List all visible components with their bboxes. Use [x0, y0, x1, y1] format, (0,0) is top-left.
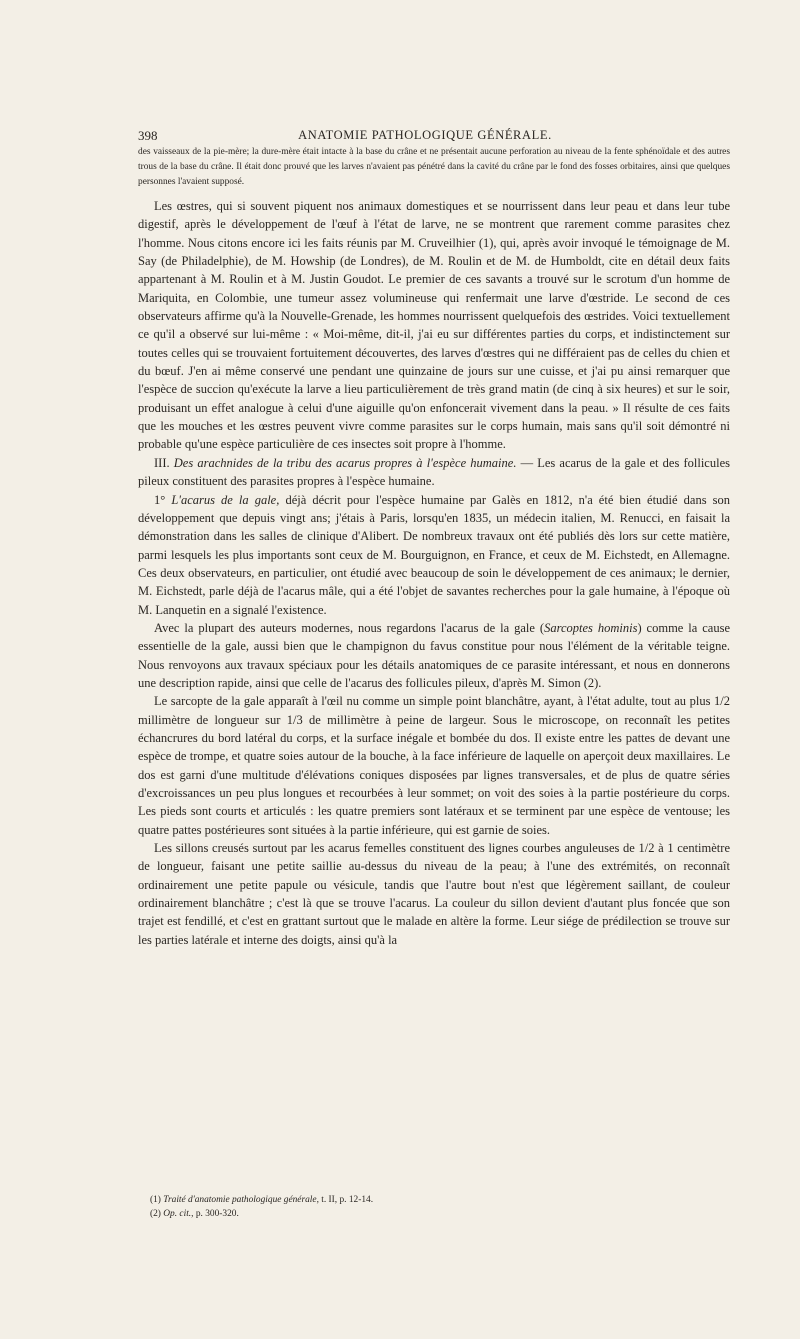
paragraph-text: Avec la plupart des auteurs modernes, nous regardons l'acarus de la gale ( [154, 620, 545, 635]
paragraph-text: déjà décrit pour l'espèce humaine par Galès en 1812, n'a été bien étudié dans son développement que depuis vingt ans; j'étais à Paris, lorsqu'en 1835, un médecin italien, M. Renucci, en faisait la démonstration dans les salles de clinique d'Alibert. De nombreux travaux ont été publiés dès lors sur cette matière, parmi lesquels les plus importants sont ceux de M. Bourguignon, en France, et ceux de M. Eichstedt, en Allemagne. Ces deux observateurs, en particulier, ont étudié avec beaucoup de soin le développement de ces animaux; le dernier, M. Eichstedt, parle déjà de l'acarus mâle, qui a été l'objet de savantes recherches pour la gale humaine, à l'époque où M. Lanquetin en a signalé l'existence. [138, 492, 731, 617]
paragraph-sarcopte: Le sarcopte de la gale apparaît à l'œil nu comme un simple point blanchâtre, ayant, à l'état adulte, tout au plus 1/2 millimètre de longueur sur 1/3 de millimètre à peine de largeur. Sous le microscope, on reconnaît les petites échancrures du bord latéral du corps, et la surface inégale et bombée du dos. Il existe entre les pattes de devant une espèce de trompe, et quatre soies autour de la bouche, à la face inférieure de laquelle on aperçoit deux maxillaires. Le dos est garni d'une multitude d'élévations coniques disposées par lignes transversales, et de plus de quatre séries d'excroissances un peu plus longues et recourbées à leur sommet; on voit des soies à la partie postérieure du corps. Les pieds sont courts et articulés : les quatre premiers sont latéraux et se terminent par une espèce de ventouse; les quatre pattes postérieures sont situées à la partie inférieure, qui est garnie de soies. [138, 694, 730, 837]
page-header [138, 128, 712, 146]
paragraph-auteurs-modernes [138, 619, 730, 692]
footnote-marker: (1) [150, 1195, 164, 1205]
species-name: Sarcoptes hominis [544, 620, 638, 635]
main-text [138, 197, 730, 949]
section-title: Des arachnides de la tribu des acarus propres à l'espèce humaine. [173, 455, 517, 470]
footnote-text: t. II, p. 12-14. [318, 1195, 374, 1205]
footnote-title: Traité d'anatomie pathologique générale, [163, 1195, 319, 1205]
footnotes [150, 1193, 730, 1221]
continued-footnote: des vaisseaux de la pie-mère; la dure-mère était intacte à la base du crâne et ne présentait aucune perforation au niveau de la fente sphénoïdale et des autres trous de la base du crâne. Il était donc prouvé que les larves n'avaient pas pénétré dans la cavité du crâne par le fond des fosses orbitaires, ainsi que quelques personnes l'avaient supposé. [138, 147, 730, 187]
paragraph-sillons: Les sillons creusés surtout par les acarus femelles constituent des lignes courbes anguleuses de 1/2 à 1 centimètre de longueur, faisant une petite saillie au-dessus du niveau de la peau; à l'une des extrémités, on reconnaît ordinairement une petite papule ou vésicule, tandis que l'autre bout n'est que légèrement saillant, de couleur ordinairement blanchâtre ; c'est là que se trouve l'acarus. La couleur du sillon devient d'autant plus foncée que son trajet est fendillé, et c'est en grattant surtout que le malade en altère la forme. Leur siége de prédilection se trouve sur les parties latérale et interne des doigts, ainsi qu'à la [138, 841, 730, 947]
paragraph-acarus-gale [138, 491, 730, 619]
footnote-title: Op. cit., [163, 1209, 194, 1219]
footnote-1 [150, 1193, 730, 1207]
footnote-text: p. 300-320. [193, 1209, 239, 1219]
paragraph-arachnides [138, 454, 730, 491]
page-number: 398 [138, 128, 158, 143]
paragraph-text: — Les acarus de la gale et des follicules pileux constituent des parasites propres à l'espèce humaine. [138, 455, 730, 489]
running-title: ANATOMIE PATHOLOGIQUE GÉNÉRALE. [298, 128, 552, 142]
footnote-2 [150, 1207, 730, 1221]
footnote-marker: (2) [150, 1209, 164, 1219]
item-number: 1° [154, 492, 172, 507]
paragraph-oestres: Les œstres, qui si souvent piquent nos animaux domestiques et se nourrissent dans leur peau et dans leur tube digestif, après le développement de l'œuf à l'état de larve, ne se montrent que rarement comme parasites chez l'homme. Nous citons encore ici les faits réunis par M. Cruveilhier (1), qui, après avoir invoqué le témoignage de M. Say (de Philadelphie), de M. Howship (de Londres), de M. Roulin et de M. de Humboldt, cite en détail deux faits appartenant à M. Roulin et à M. Justin Goudot. Le premier de ces savants a trouvé sur le scrotum d'un homme de Mariquita, en Colombie, une tumeur assez volumineuse qui renfermait une larve d'œstride. Le second de ces observateurs affirme qu'à la Nouvelle-Grenade, les hommes nourrissent quelquefois des œstrides. Voici textuellement ce qu'il a observé sur lui-même : « Moi-même, dit-il, j'ai eu sur différentes parties du corps, et indistinctement sur toutes celles qui se trouvaient fortuitement découvertes, des larves d'œstres qui ne différaient pas de celles du chien et du bœuf. J'en ai même conservé une pendant une quinzaine de jours sur une cuisse, et j'ai pu ainsi remarquer que l'espèce de succion qu'exécute la larve a lieu particulièrement de très grand matin (de cinq à six heures) et sur le soir, produisant un effet analogue à celui d'une aiguille qu'on enfoncerait vivement dans la peau. » Il résulte de ces faits que les mouches et les œstres peuvent vivre comme parasites sur le corps humain, mais sans qu'il soit démontré ni probable qu'une espèce particulière de ces insectes soit propre à l'homme. [138, 199, 730, 452]
item-title: L'acarus de la gale, [171, 492, 280, 507]
section-number: III. [154, 455, 174, 470]
paragraph-text: ) comme la cause essentielle de la gale, aussi bien que le champignon du favus constitue pour nous l'élément de la véritable teigne. Nous renvoyons aux travaux spéciaux pour les détails anatomiques de ce parasite intéressant, et nous en donnerons une description rapide, ainsi que celle de l'acarus des follicules pileux, d'après M. Simon (2). [138, 620, 731, 690]
